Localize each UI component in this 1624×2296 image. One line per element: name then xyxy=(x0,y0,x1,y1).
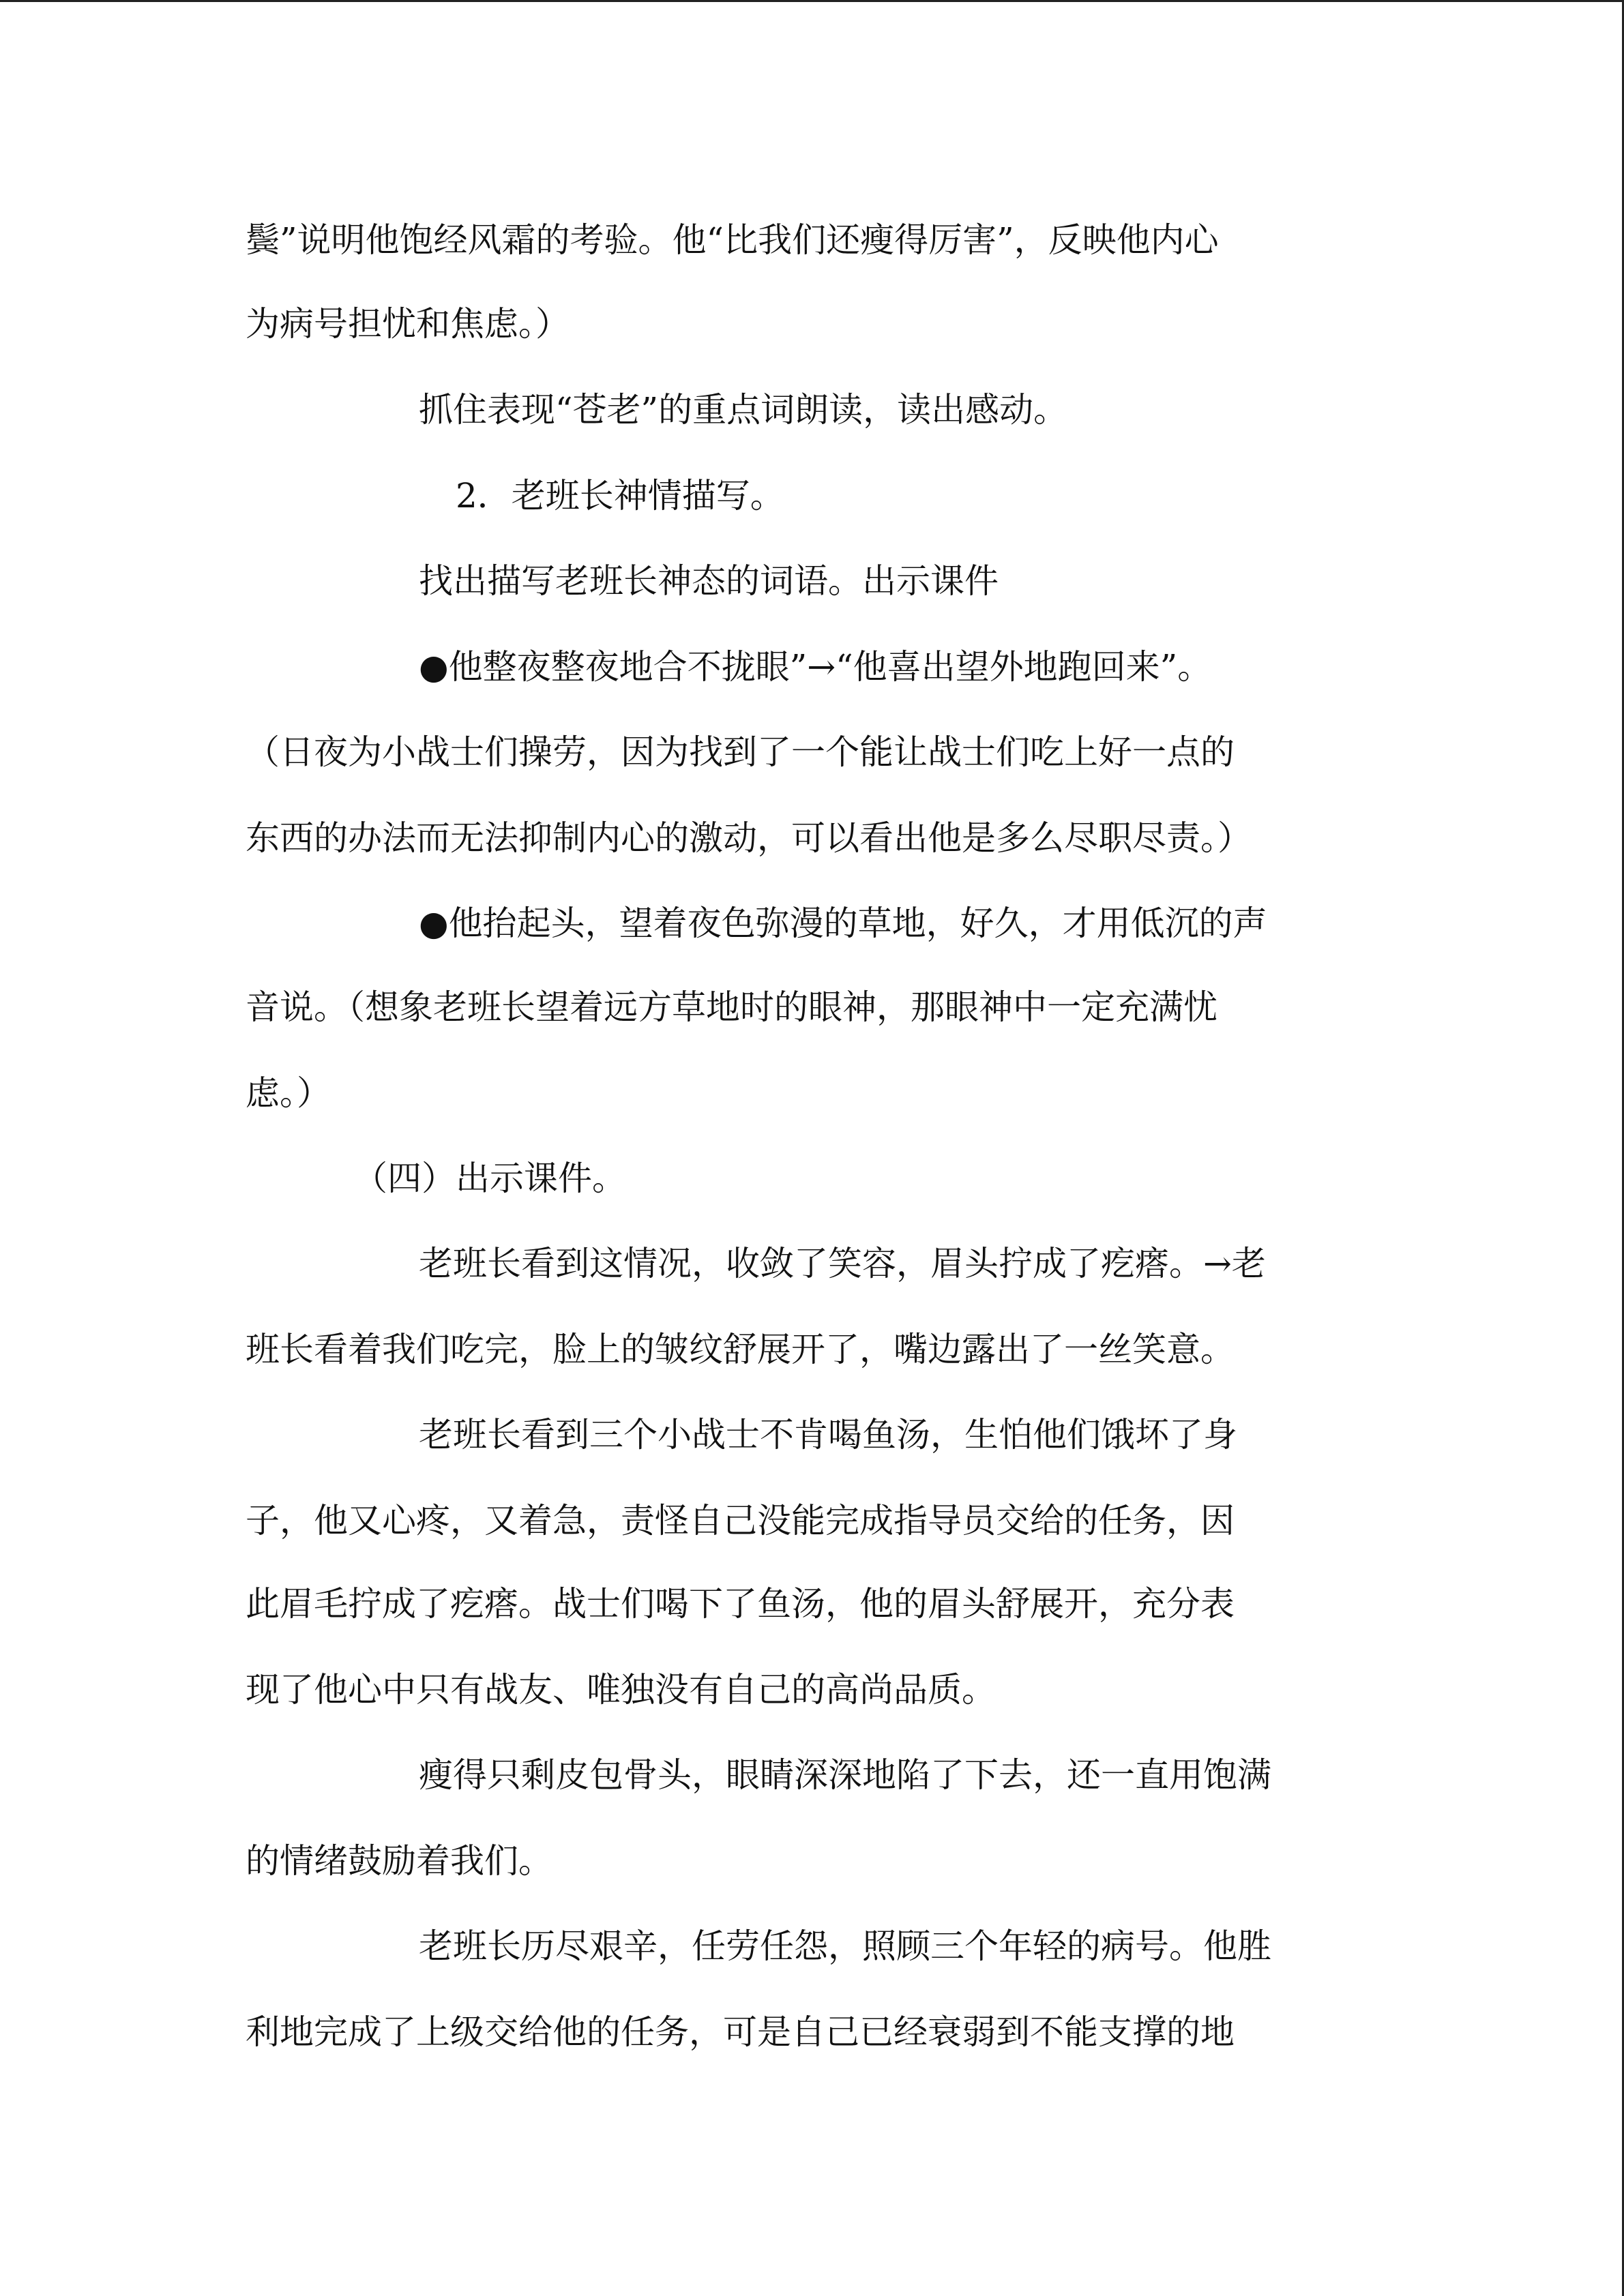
text-line: 老班长看到这情况，收敛了笑容，眉头拧成了疙瘩。→老 xyxy=(419,1244,1266,1283)
text-line: 现了他心中只有战友、唯独没有自己的高尚品质。 xyxy=(246,1670,996,1710)
text-line: 为病号担忧和焦虑。） xyxy=(246,304,570,344)
text-line: 利地完成了上级交给他的任务，可是自己已经衰弱到不能支撑的地 xyxy=(246,2012,1235,2052)
text-line: （日夜为小战士们操劳，因为找到了一个能让战士们吃上好一点的 xyxy=(246,732,1235,772)
text-line: 音说。（想象老班长望着远方草地时的眼神，那眼神中一定充满忧 xyxy=(246,987,1217,1027)
bullet-line: ●他抬起头，望着夜色弥漫的草地，好久，才用低沉的声 xyxy=(419,904,1267,943)
text-line: 的情绪鼓励着我们。 xyxy=(246,1841,552,1881)
text-line: 鬓”说明他饱经风霜的考验。他“比我们还瘦得厉害”，反映他内心 xyxy=(246,220,1219,260)
text-line: 瘦得只剩皮包骨头，眼睛深深地陷了下去，还一直用饱满 xyxy=(419,1755,1271,1795)
text-line: 东西的办法而无法抑制内心的激动，可以看出他是多么尽职尽责。） xyxy=(246,818,1252,858)
text-line: 班长看着我们吃完，脸上的皱纹舒展开了，嘴边露出了一丝笑意。 xyxy=(246,1330,1235,1369)
list-heading: 2．老班长神情描写。 xyxy=(456,476,784,516)
text-line: 抓住表现“苍老”的重点词朗读，读出感动。 xyxy=(419,390,1068,430)
text-line: 找出描写老班长神态的词语。出示课件 xyxy=(419,561,999,601)
text-line: 虑。） xyxy=(246,1073,331,1113)
text-line: 老班长历尽艰辛，任劳任怨，照顾三个年轻的病号。他胜 xyxy=(419,1926,1271,1966)
text-line: 子，他又心疼，又着急，责怪自己没能完成指导员交给的任务，因 xyxy=(246,1501,1235,1540)
bullet-line: ●他整夜整夜地合不拢眼”→“他喜出望外地跑回来”。 xyxy=(419,647,1212,687)
text-line: 此眉毛拧成了疙瘩。战士们喝下了鱼汤，他的眉头舒展开，充分表 xyxy=(246,1584,1235,1624)
page-top-border xyxy=(0,0,1624,2)
text-line: 老班长看到三个小战士不肯喝鱼汤，生怕他们饿坏了身 xyxy=(419,1415,1237,1455)
section-heading: （四）出示课件。 xyxy=(353,1159,626,1198)
